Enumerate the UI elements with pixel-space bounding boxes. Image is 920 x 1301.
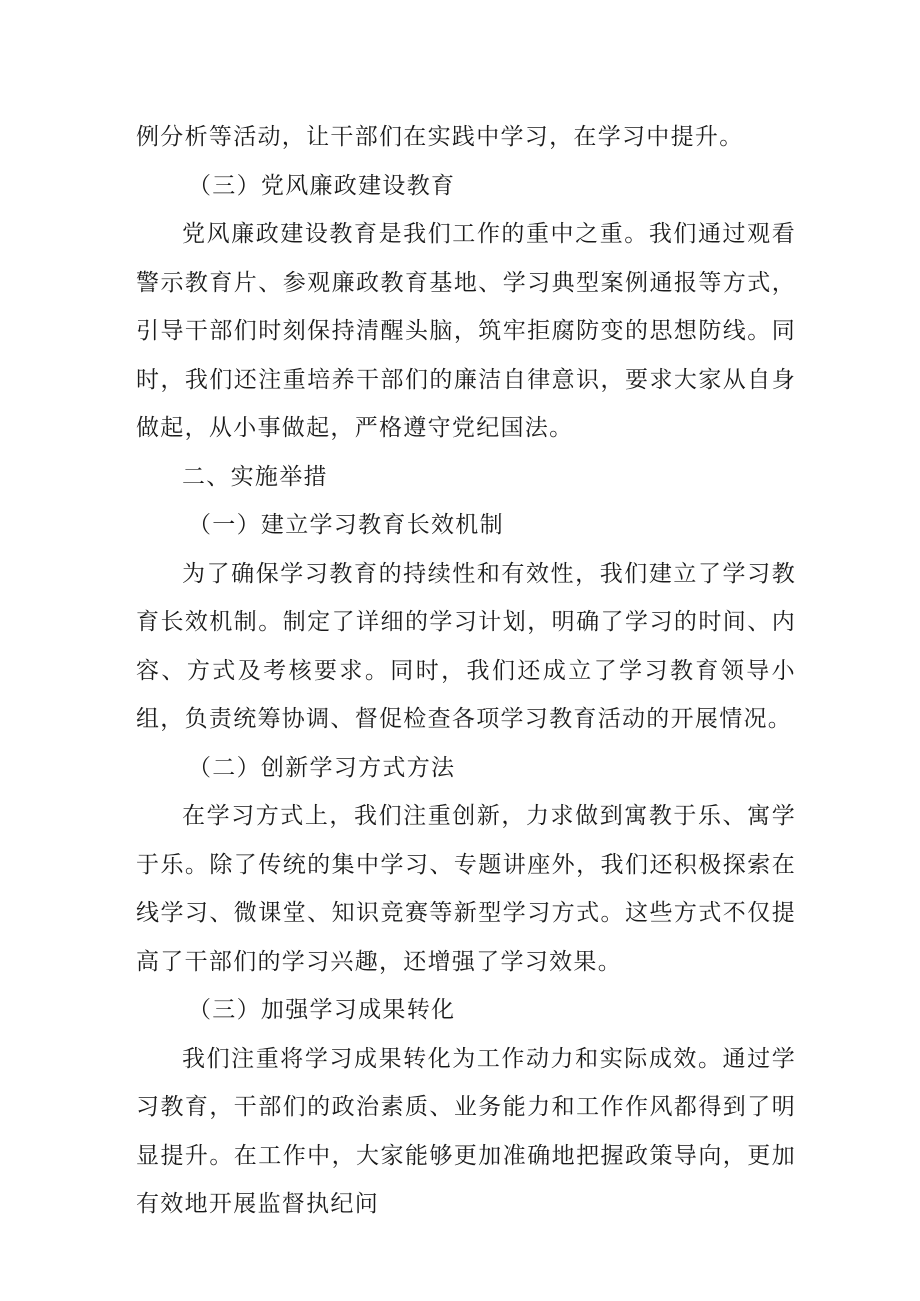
section-3-heading: （三）党风廉政建设教育 (188, 172, 456, 199)
document-body (136, 113, 796, 1229)
measure-2-paragraph: 在学习方式上，我们注重创新，力求做到寓教于乐、寓学于乐。除了传统的集中学习、专题讲座外，我们还积极探索在线学习、微课堂、知识竞赛等新型学习方式。这些方式不仅提高了干部们的学习兴趣，还增强了学习效果。 (136, 803, 796, 975)
part-2-heading: 二、实施举措 (182, 463, 328, 490)
measure-2-heading: （二）创新学习方式方法 (188, 754, 456, 781)
section-3-paragraph: 党风廉政建设教育是我们工作的重中之重。我们通过观看警示教育片、参观廉政教育基地、学习典型案例通报等方式，引导干部们时刻保持清醒头脑，筑牢拒腐防变的思想防线。同时，我们还注重培养干部们的廉洁自律意识，要求大家从自身做起，从小事做起，严格遵守党纪国法。 (136, 221, 796, 441)
measure-3-paragraph: 我们注重将学习成果转化为工作动力和实际成效。通过学习教育，干部们的政治素质、业务能力和工作作风都得到了明显提升。在工作中，大家能够更加准确地把握政策导向，更加有效地开展监督执纪问 (136, 1045, 796, 1217)
measure-3-heading: （三）加强学习成果转化 (188, 997, 456, 1023)
measure-1-heading: （一）建立学习教育长效机制 (188, 512, 504, 538)
continued-paragraph-text: 例分析等活动，让干部们在实践中学习，在学习中提升。 (136, 124, 744, 150)
measure-1-paragraph: 为了确保学习教育的持续性和有效性，我们建立了学习教育长效机制。制定了详细的学习计划，明确了学习的时间、内容、方式及考核要求。同时，我们还成立了学习教育领导小组，负责统筹协调、督促检查各项学习教育活动的开展情况。 (136, 560, 796, 732)
